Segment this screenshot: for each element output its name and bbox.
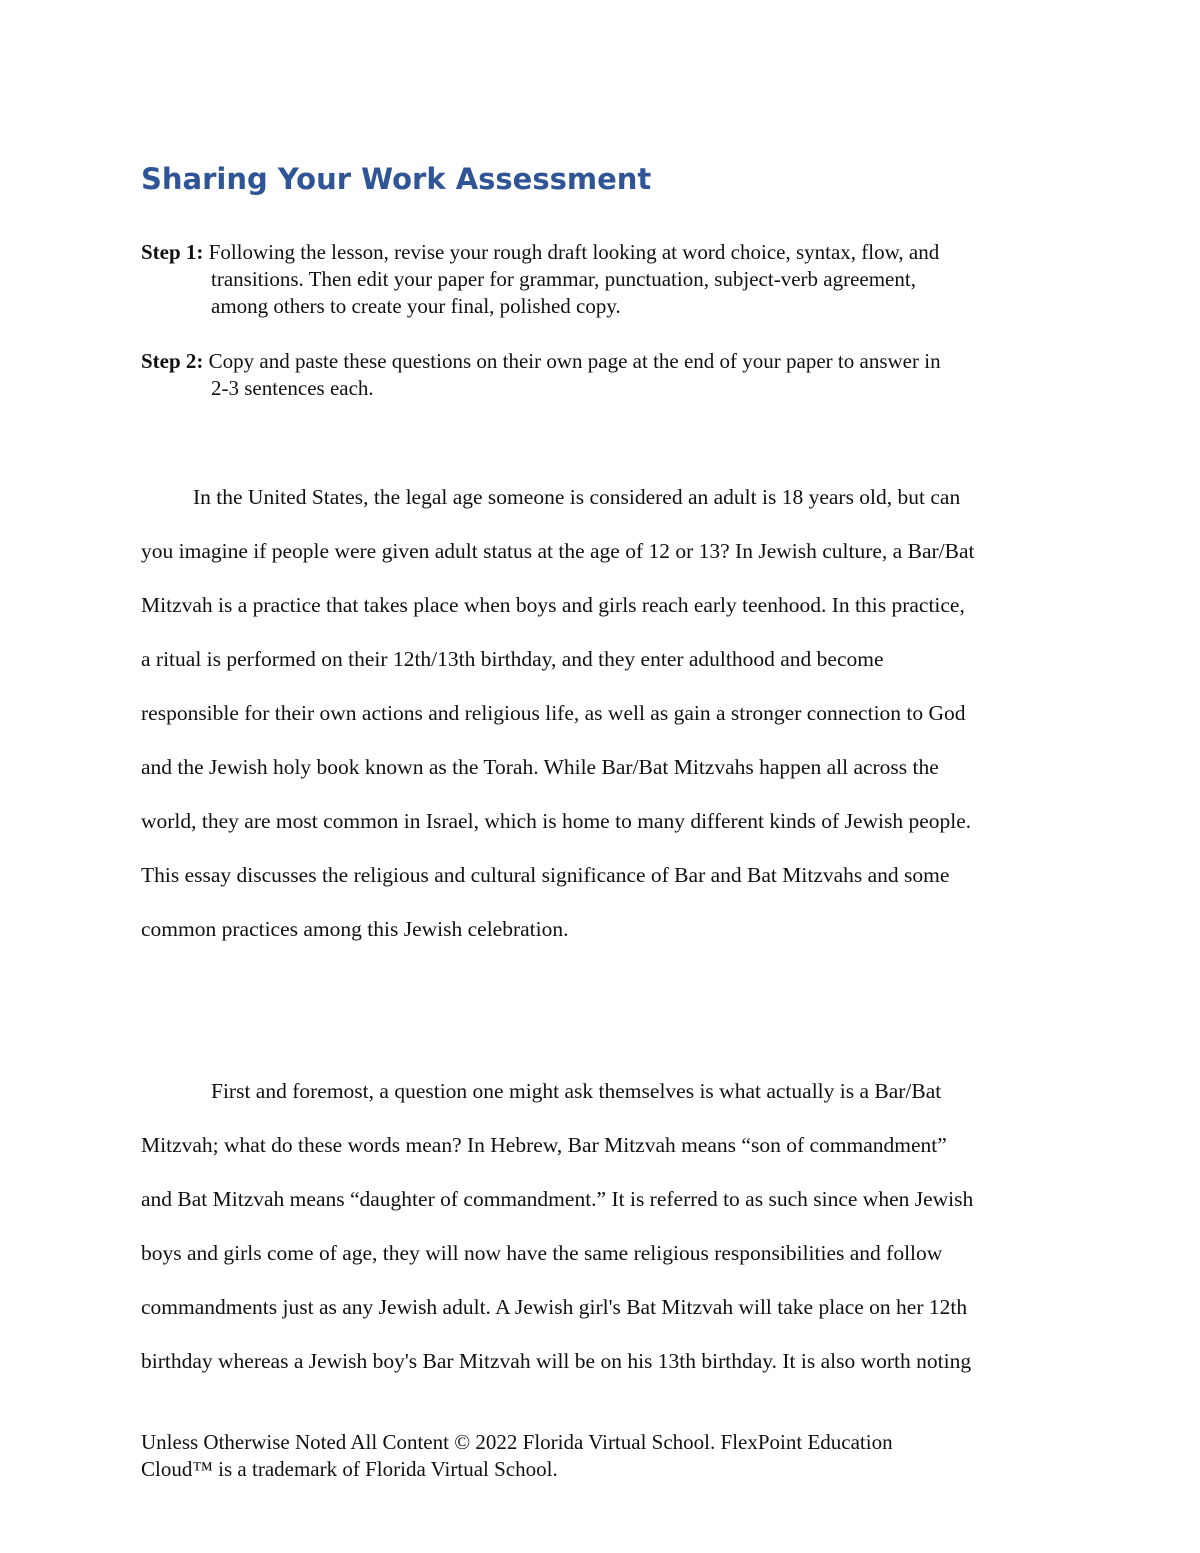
paragraph-line: and the Jewish holy book known as the Torah. While Bar/Bat Mitzvahs happen all across the xyxy=(141,755,939,779)
paragraph-line: boys and girls come of age, they will now have the same religious responsibilities and follow xyxy=(141,1241,943,1265)
step-line: 2-3 sentences each. xyxy=(211,376,374,400)
step-1-instruction xyxy=(141,239,1061,320)
footer-line: Cloud™ is a trademark of Florida Virtual School. xyxy=(141,1457,558,1481)
step-text: Following the lesson, revise your rough draft looking at word choice, syntax, flow, and xyxy=(203,240,940,264)
paragraph-line: a ritual is performed on their 12th/13th birthday, and they enter adulthood and become xyxy=(141,647,884,671)
paragraph-line: commandments just as any Jewish adult. A Jewish girl's Bat Mitzvah will take place on her 12th xyxy=(141,1295,968,1319)
step-2-instruction xyxy=(141,348,1061,402)
essay-paragraph-body xyxy=(141,1064,1061,1388)
paragraph-line: world, they are most common in Israel, which is home to many different kinds of Jewish people. xyxy=(141,809,972,833)
footer-line: Unless Otherwise Noted All Content © 2022 Florida Virtual School. FlexPoint Education xyxy=(141,1430,893,1454)
paragraph-line: you imagine if people were given adult status at the age of 12 or 13? In Jewish culture, a Bar/Bat xyxy=(141,539,975,563)
step-label: Step 1: xyxy=(141,240,204,264)
step-line xyxy=(141,239,1061,266)
step-line: among others to create your final, polished copy. xyxy=(211,294,621,318)
page-title: Sharing Your Work Assessment xyxy=(141,162,652,196)
step-text: Copy and paste these questions on their own page at the end of your paper to answer in xyxy=(203,349,941,373)
paragraph-line: and Bat Mitzvah means “daughter of commandment.” It is referred to as such since when Jewish xyxy=(141,1187,974,1211)
paragraph-line: Mitzvah is a practice that takes place when boys and girls reach early teenhood. In this practice, xyxy=(141,593,965,617)
paragraph-line: In the United States, the legal age someone is considered an adult is 18 years old, but can xyxy=(193,485,961,509)
paragraph-line: birthday whereas a Jewish boy's Bar Mitzvah will be on his 13th birthday. It is also worth noting xyxy=(141,1349,972,1373)
step-line xyxy=(141,348,1061,375)
paragraph-line: common practices among this Jewish celebration. xyxy=(141,917,569,941)
step-line: transitions. Then edit your paper for grammar, punctuation, subject-verb agreement, xyxy=(211,267,916,291)
paragraph-line: responsible for their own actions and religious life, as well as gain a stronger connection to God xyxy=(141,701,966,725)
copyright-footer xyxy=(141,1429,893,1483)
paragraph-line: Mitzvah; what do these words mean? In Hebrew, Bar Mitzvah means “son of commandment” xyxy=(141,1133,947,1157)
step-label: Step 2: xyxy=(141,349,204,373)
essay-paragraph-intro xyxy=(141,470,1061,956)
paragraph-line: This essay discusses the religious and cultural significance of Bar and Bat Mitzvahs and some xyxy=(141,863,950,887)
paragraph-line: First and foremost, a question one might ask themselves is what actually is a Bar/Bat xyxy=(211,1079,942,1103)
